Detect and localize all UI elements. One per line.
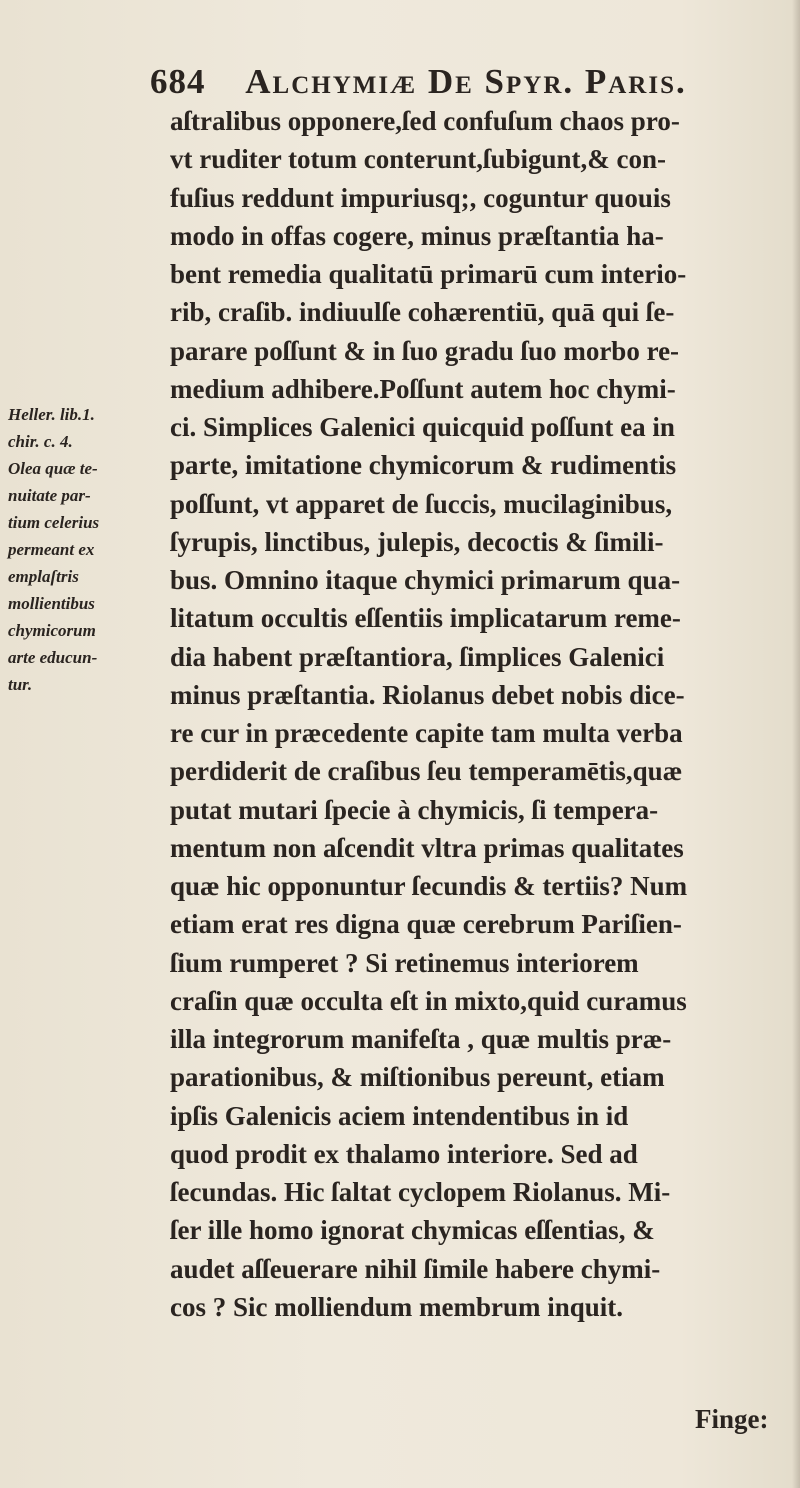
- text-line: parare poſſunt & in ſuo gradu ſuo morbo re-: [170, 335, 680, 366]
- marginal-note-line: permeant ex: [8, 540, 95, 559]
- text-line: poſſunt, vt apparet de ſuccis, mucilaginibus,: [170, 488, 673, 519]
- text-line: medium adhibere.Poſſunt autem hoc chymi-: [170, 373, 676, 404]
- text-line: mentum non aſcendit vltra primas qualitates: [170, 832, 684, 863]
- catchword: Finge:: [695, 1404, 769, 1434]
- text-line: illa integrorum manifeſta , quæ multis præ-: [170, 1024, 672, 1054]
- marginal-note-line: emplaſtris: [8, 567, 79, 586]
- text-line: quod prodit ex thalamo interiore. Sed ad: [170, 1138, 638, 1169]
- running-title: Alchymiæ De Spyr. Paris.: [245, 62, 687, 101]
- marginal-note-line: arte educun-: [8, 648, 98, 667]
- text-line: audet aſſeuerare nihil ſimile habere chymi-: [170, 1253, 661, 1284]
- marginal-note: [8, 401, 168, 698]
- text-line: rib, craſib. indiuulſe cohærentiū, quā qui ſe-: [170, 297, 675, 328]
- text-line: vt ruditer totum conterunt,ſubigunt,& con-: [170, 144, 666, 175]
- text-line: minus præſtantia. Riolanus debet nobis dice-: [170, 679, 685, 710]
- marginal-note-line: chir. c. 4.: [8, 432, 73, 451]
- text-line: ci. Simplices Galenici quicquid poſſunt ea in: [170, 412, 675, 442]
- text-line: bus. Omnino itaque chymici primarum qua-: [170, 565, 681, 595]
- text-line: dia habent præſtantiora, ſimplices Galenici: [170, 641, 665, 672]
- text-line: ſium rumperet ? Si retinemus interiorem: [170, 947, 639, 978]
- text-line: quæ hic opponuntur ſecundis & tertiis? Num: [170, 871, 688, 901]
- text-line: modo in offas cogere, minus præſtantia ha-: [170, 220, 664, 251]
- text-line: ſyrupis, linctibus, julepis, decoctis & ſimili-: [170, 526, 664, 557]
- text-line: re cur in præcedente capite tam multa verba: [170, 718, 683, 748]
- body-text: [170, 102, 792, 1326]
- text-line: ſer ille homo ignorat chymicas eſſentias, &: [170, 1215, 655, 1246]
- text-line: bent remedia qualitatū primarū cum interio-: [170, 259, 687, 289]
- text-line: cos ? Sic molliendum membrum inquit.: [170, 1291, 624, 1322]
- marginal-note-line: nuitate par-: [8, 486, 91, 505]
- text-line: craſin quæ occulta eſt in mixto,quid curamus: [170, 985, 687, 1016]
- marginal-note-line: mollientibus: [8, 594, 95, 613]
- marginal-note-line: tur.: [8, 675, 33, 694]
- text-line: fuſius reddunt impuriusq;, coguntur quouis: [170, 182, 671, 213]
- marginal-note-line: chymicorum: [8, 621, 96, 640]
- marginal-note-line: tium celerius: [8, 513, 100, 532]
- text-line: putat mutari ſpecie à chymicis, ſi tempera-: [170, 794, 659, 825]
- text-line: aſtralibus opponere,ſed confuſum chaos pro-: [170, 106, 680, 136]
- text-line: ſecundas. Hic ſaltat cyclopem Riolanus. Mi-: [170, 1177, 671, 1207]
- text-line: etiam erat res digna quæ cerebrum Pariſien-: [170, 909, 682, 940]
- marginal-note-line: Olea quæ te-: [8, 459, 98, 478]
- page-edge-shadow: [792, 0, 800, 1488]
- marginal-note-line: Heller. lib.1.: [8, 405, 95, 424]
- text-line: perdiderit de craſibus ſeu temperamētis,quæ: [170, 756, 683, 787]
- text-line: parte, imitatione chymicorum & rudimentis: [170, 450, 677, 481]
- text-line: litatum occultis eſſentiis implicatarum reme-: [170, 603, 681, 634]
- text-line: ipſis Galenicis aciem intendentibus in id: [170, 1100, 629, 1131]
- page-number: 684: [150, 62, 206, 101]
- text-line: parationibus, & miſtionibus pereunt, etiam: [170, 1062, 665, 1093]
